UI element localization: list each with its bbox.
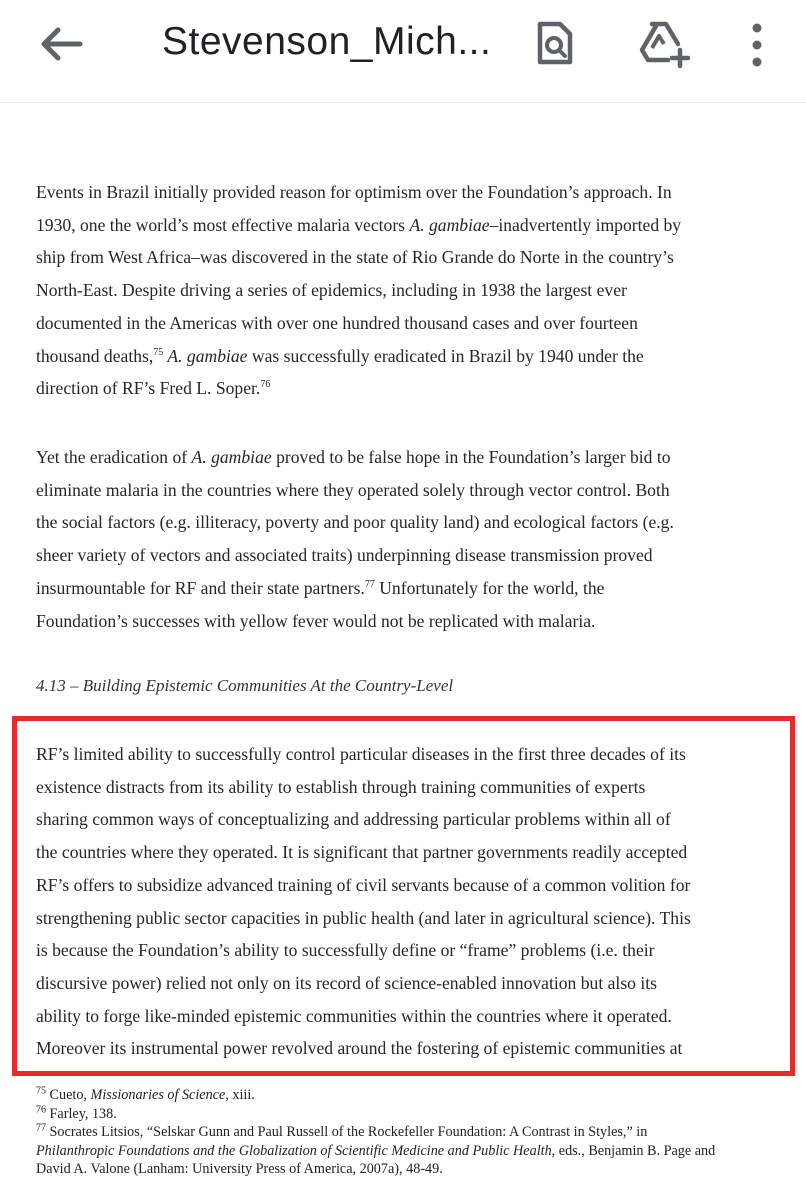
footnote-77 xyxy=(36,1123,776,1142)
species-name: A. gambiae xyxy=(191,447,272,467)
species-name: A. gambiae xyxy=(163,345,248,366)
text-run: was successfully eradicated in Brazil by 1940 under the xyxy=(247,345,644,366)
more-vert-icon xyxy=(742,20,772,70)
book-title: Missionaries of Science xyxy=(90,1087,226,1103)
text-run: Cueto, xyxy=(46,1087,91,1103)
text-run: thousand deaths, xyxy=(36,345,154,366)
text-run: Unfortunately for the world, the xyxy=(374,577,605,598)
paragraph-epistemic-communities xyxy=(36,738,771,1065)
more-options-button[interactable] xyxy=(742,20,772,70)
text-line: existence distracts from its ability to establish through training communities of experts xyxy=(36,776,646,797)
text-run: , xiii. xyxy=(225,1087,255,1103)
text-line: eliminate malaria in the countries where they operated solely through vector control. Both xyxy=(36,479,670,500)
text-run: Socrates Litsios, “Selskar Gunn and Paul Russell of the Rockefeller Foundation: A Contrast in Styles,” in xyxy=(46,1124,648,1140)
text-line: Moreover its instrumental power revolved around the fostering of epistemic communities at xyxy=(36,1038,683,1059)
text-line: ship from West Africa–was discovered in the state of Rio Grande do Norte in the country’s xyxy=(36,247,674,268)
footnote-75 xyxy=(36,1086,776,1105)
section-heading: 4.13 – Building Epistemic Communities At the Country-Level xyxy=(36,676,454,695)
add-to-drive-icon xyxy=(634,16,692,70)
footnote-number: 75 xyxy=(36,1085,46,1097)
text-run: Farley, 138. xyxy=(46,1105,117,1122)
back-button[interactable] xyxy=(36,22,88,66)
footnote-76 xyxy=(36,1105,776,1124)
text-line: the countries where they operated. It is significant that partner governments readily accepted xyxy=(36,842,688,863)
text-line xyxy=(36,209,771,242)
text-line: North-East. Despite driving a series of epidemics, including in 1938 the largest ever xyxy=(36,280,627,301)
footnote-77-cont xyxy=(36,1142,776,1161)
footnote-ref: 75 xyxy=(153,346,164,358)
species-name: A. gambiae xyxy=(409,214,490,235)
document-title: Stevenson_Mich... xyxy=(162,20,492,63)
footnote-number: 76 xyxy=(36,1103,46,1115)
book-title: Philanthropic Foundations and the Globalization of Scientific Medicine and Public Health xyxy=(36,1142,552,1159)
text-line: Events in Brazil initially provided reason for optimism over the Foundation’s approach. In xyxy=(36,182,672,202)
text-line: RF’s limited ability to successfully control particular diseases in the first three decades of its xyxy=(36,744,686,764)
text-line xyxy=(36,441,771,474)
text-line: RF’s offers to subsidize advanced training of civil servants because of a common volition for xyxy=(36,874,691,895)
text-line xyxy=(36,372,771,405)
text-run: Yet the eradication of xyxy=(36,447,192,467)
text-run: insurmountable for RF and their state partners. xyxy=(36,577,365,598)
footnote-77-cont: David A. Valone (Lanham: University Press of America, 2007a), 48-49. xyxy=(36,1161,443,1177)
text-run: proved to be false hope in the Foundation’s larger bid to xyxy=(271,447,671,467)
text-line: documented in the Americas with over one hundred thousand cases and over fourteen xyxy=(36,312,638,333)
text-line xyxy=(36,572,771,605)
footnote-ref: 76 xyxy=(260,379,271,391)
footnotes xyxy=(36,1086,776,1179)
document-search-icon xyxy=(530,18,580,68)
text-line: sharing common ways of conceptualizing and addressing particular problems within all of xyxy=(36,809,671,830)
text-run: , eds., Benjamin B. Page and xyxy=(551,1142,716,1159)
text-run: 1930, one the world’s most effective malaria vectors xyxy=(36,214,410,235)
text-line: ability to forge like-minded epistemic communities within the countries where it operated. xyxy=(36,1005,672,1026)
paragraph-eradication xyxy=(36,441,771,637)
paragraph-brazil xyxy=(36,176,771,405)
footnote-number: 77 xyxy=(36,1122,46,1134)
text-line: sheer variety of vectors and associated traits) underpinning disease transmission proved xyxy=(36,545,653,566)
text-line: discursive power) relied not only on its record of science-enabled innovation but also its xyxy=(36,972,657,993)
arrow-back-icon xyxy=(36,22,88,66)
app-toolbar xyxy=(0,0,806,103)
add-to-drive-button[interactable] xyxy=(634,16,692,70)
text-line: is because the Foundation’s ability to successfully define or “frame” problems (i.e. their xyxy=(36,940,655,961)
find-in-document-button[interactable] xyxy=(530,18,580,68)
text-line: strengthening public sector capacities in public health (and later in agricultural science). This xyxy=(36,907,691,928)
text-line: Foundation’s successes with yellow fever would not be replicated with malaria. xyxy=(36,610,596,631)
footnote-ref: 77 xyxy=(364,578,375,590)
text-run: direction of RF’s Fred L. Soper. xyxy=(36,378,261,399)
text-line xyxy=(36,340,771,373)
text-run: –inadvertently imported by xyxy=(489,214,682,235)
text-line: the social factors (e.g. illiteracy, poverty and poor quality land) and ecological factors (e.g. xyxy=(36,512,674,533)
